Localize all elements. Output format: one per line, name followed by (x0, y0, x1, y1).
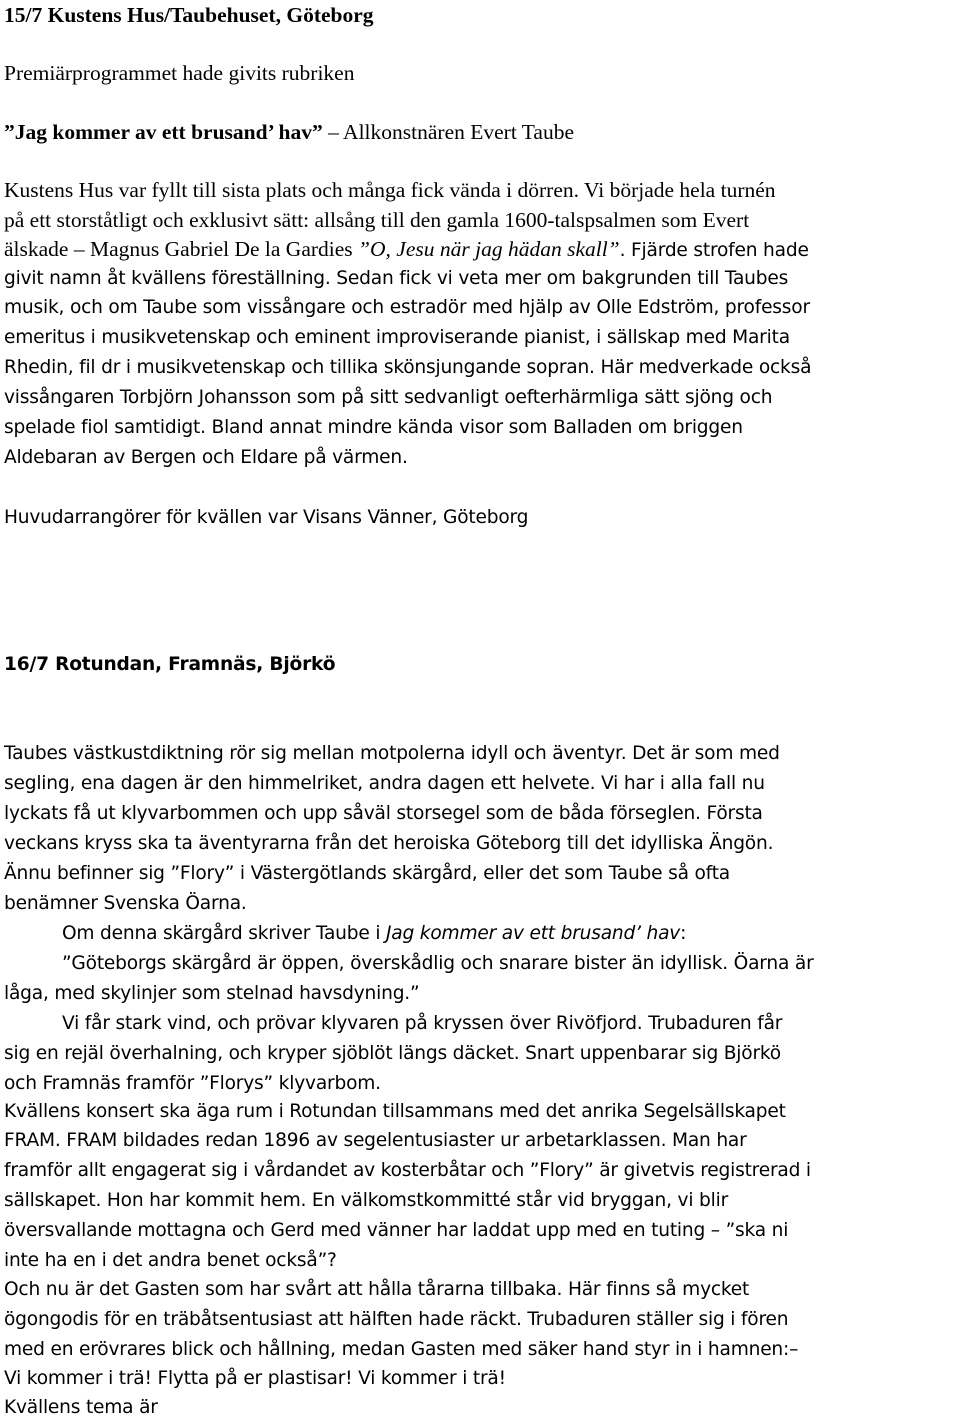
paragraph-line: Och nu är det Gasten som har svårt att hålla tårarna tillbaka. Här finns så mycket (4, 1279, 750, 1300)
paragraph-line (4, 264, 788, 294)
paragraph-line: Vi får stark vind, och prövar klyvaren på kryssen över Rivöfjord. Trubaduren får (62, 1013, 783, 1034)
paragraph-line: framför allt engagerat sig i vårdandet av kosterbåtar och ”Flory” är givetvis registrerad i (4, 1160, 811, 1181)
intro-line: Premiärprogrammet hade givits rubriken (4, 61, 355, 85)
paragraph-line: Vi kommer i trä! Flytta på er plastisar! Vi kommer i trä! (4, 1368, 506, 1389)
section-heading-kustens-hus: 15/7 Kustens Hus/Taubehuset, Göteborg (4, 3, 374, 27)
paragraph-line: på ett storståtligt och exklusivt sätt: allsång till den gamla 1600-talspsalmen som Evert (4, 208, 750, 232)
paragraph-line: Kvällens tema är (4, 1397, 158, 1418)
paragraph-line: lyckats få ut klyvarbommen och upp såväl storsegel som de båda förseglen. Första (4, 803, 763, 824)
paragraph-line: Taubes västkustdiktning rör sig mellan motpolerna idyll och äventyr. Det är som med (4, 743, 780, 764)
paragraph-line: ögongodis för en träbåtsentusiast att hälften hade räckt. Trubaduren ställer sig i fören (4, 1309, 789, 1330)
paragraph-line: veckans kryss ska ta äventyrarna från det heroiska Göteborg till det idylliska Ängön. (4, 833, 774, 854)
paragraph-line: FRAM. FRAM bildades redan 1896 av segelentusiaster ur arbetarklassen. Man har (4, 1130, 747, 1151)
paragraph-line: sig en rejäl överhalning, och kryper sjöblöt längs däcket. Snart uppenbarar sig Björkö (4, 1043, 781, 1064)
paragraph-line: vissångaren Torbjörn Johansson som på sitt sedvanligt oefterhärmliga sätt sjöng och (4, 387, 773, 408)
paragraph-line (4, 234, 809, 266)
paragraph-line: Aldebaran av Bergen och Eldare på värmen. (4, 447, 408, 468)
paragraph-line: emeritus i musikvetenskap och eminent improviserande pianist, i sällskap med Marita (4, 327, 790, 348)
book-title: Jag kommer av ett brusand’ hav (386, 923, 681, 944)
paragraph-line: med en erövrares blick och hållning, medan Gasten med säker hand styr in i hamnen:– (4, 1339, 799, 1360)
text-run: givit namn åt kvällens föreställning. (4, 268, 331, 289)
quote-line: ”Göteborgs skärgård är öppen, överskådlig och snarare bister än idyllisk. Öarna är (62, 953, 814, 974)
quote-line: låga, med skylinjer som stelnad havsdyning.” (4, 983, 420, 1004)
text-run: älskade – Magnus Gabriel De la Gardies (4, 237, 359, 261)
text-run: . Fjärde strofen hade (619, 240, 809, 261)
paragraph-line: inte ha en i det andra benet också”? (4, 1250, 337, 1271)
paragraph-line: sällskapet. Hon har kommit hem. En välkomstkommitté står vid bryggan, vi blir (4, 1190, 729, 1211)
paragraph-line (62, 919, 686, 949)
section-heading-rotundan: 16/7 Rotundan, Framnäs, Björkö (4, 654, 336, 675)
psalm-title: ”O, Jesu när jag hädan skall” (358, 237, 620, 261)
paragraph-line: segling, ena dagen är den himmelriket, andra dagen ett helvete. Vi har i alla fall nu (4, 773, 765, 794)
paragraph-line: Ännu befinner sig ”Flory” i Västergötlands skärgård, eller det som Taube så ofta (4, 863, 730, 884)
text-run: Om denna skärgård skriver Taube i (62, 923, 386, 944)
paragraph-line: Kustens Hus var fyllt till sista plats och många fick vända i dörren. Vi började hela turnén (4, 178, 776, 202)
paragraph-line: Kvällens konsert ska äga rum i Rotundan tillsammans med det anrika Segelsällskapet (4, 1101, 786, 1122)
text-run: Sedan fick vi veta mer om bakgrunden till Taubes (330, 268, 789, 289)
paragraph-line: musik, och om Taube som vissångare och estradör med hjälp av Olle Edström, professor (4, 297, 810, 318)
paragraph-line: spelade fiol samtidigt. Bland annat mindre kända visor som Balladen om briggen (4, 417, 743, 438)
paragraph-line: översvallande mottagna och Gerd med vänner har laddat upp med en tuting – ”ska ni (4, 1220, 789, 1241)
paragraph-line: benämner Svenska Öarna. (4, 893, 247, 914)
paragraph-line: Rhedin, fil dr i musikvetenskap och tillika skönsjungande sopran. Här medverkade också (4, 357, 812, 378)
program-title: ”Jag kommer av ett brusand’ hav” (4, 120, 323, 144)
program-subtitle: – Allkonstnären Evert Taube (322, 120, 574, 144)
program-title-line (4, 117, 574, 147)
paragraph-line: och Framnäs framför ”Florys” klyvarbom. (4, 1073, 381, 1094)
text-run: : (680, 923, 687, 944)
organizers-line: Huvudarrangörer för kvällen var Visans Vänner, Göteborg (4, 507, 529, 528)
